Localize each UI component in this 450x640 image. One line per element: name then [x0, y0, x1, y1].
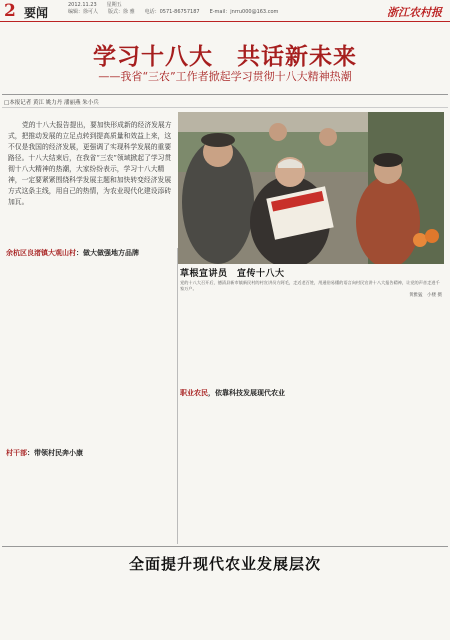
bottom-headline: 全面提升现代农业发展层次	[128, 555, 321, 573]
column-divider	[177, 248, 178, 544]
section-kicker-label: 职业农民	[180, 389, 208, 397]
masthead-meta	[68, 2, 278, 15]
section-kicker-label: 余杭区良渚镇大观山村	[6, 249, 76, 257]
photo-caption: 党的十八大召开后，德清县新市镇新民村的村宣讲员方阿毛，走近老百姓，用通俗易懂的语言向村民宣讲十八大报告精神，让党的声音走进千家万户。	[180, 280, 440, 291]
email: E-mail：jnrru000@163.com	[209, 8, 279, 15]
lead-paragraph: 党的十八大报告提出，要加快形成新的经济发展方式，把推动发展的立足点转到提高质量和效益上来，这不仅是我国的经济发展，更强调了实现科学发展的重要路径。十八大结束后，在我省“三农”领域掀起了学习贯彻十八大精神的热潮，大家纷纷表示，学习十八大精神，一定要紧紧围绕科学发展主题和加快转变经济发展方式这条主线，用自己的热情，为农业现代化建设添砖加瓦。	[8, 121, 172, 206]
section-kicker-title: 带领村民奔小康	[34, 449, 83, 457]
article-column	[6, 578, 110, 638]
issue-weekday: 星期五	[106, 2, 122, 8]
masthead	[0, 0, 450, 22]
section-kicker: 村干部：带领村民奔小康	[6, 449, 83, 457]
news-photo	[178, 112, 444, 264]
article-column	[226, 578, 330, 638]
section-kicker-title: 做大做强地方品牌	[83, 249, 139, 257]
section-title: 要闻	[24, 6, 49, 20]
editor: 编辑：徐可人	[68, 8, 99, 15]
article-column	[6, 262, 88, 442]
article-column	[180, 304, 262, 384]
article-column	[92, 462, 174, 544]
section-kicker: 余杭区良渚镇大观山村：做大做强地方品牌	[6, 249, 139, 257]
divider	[2, 546, 448, 547]
article-column	[356, 304, 444, 544]
article-column	[92, 262, 174, 442]
photo-caption-title: 草根宣讲员 宣传十八大	[180, 269, 285, 279]
layout-editor: 版式：徐 雅	[108, 8, 135, 15]
page-number: 2	[4, 1, 16, 21]
paper-name: 浙江农村报	[387, 6, 442, 19]
article-column	[6, 462, 88, 544]
divider	[2, 107, 448, 108]
section-kicker-label: 村干部	[6, 449, 27, 457]
divider	[2, 94, 448, 95]
main-headline: 学习十八大 共话新未来	[93, 44, 357, 70]
phone: 电话：0571-86757187	[144, 8, 200, 15]
article-column	[116, 578, 220, 638]
main-subhead: ——我省“三农”工作者掀起学习贯彻十八大精神热潮	[98, 70, 352, 83]
article-column	[336, 578, 444, 638]
photo-credit: 黄雅猛 小楼 摄	[409, 293, 442, 298]
article-column	[180, 402, 262, 544]
issue-date: 2012.11.23	[68, 2, 97, 8]
byline: □本报记者 黄江 姚力丹 潘丽燕 朱小兵	[4, 100, 99, 106]
section-kicker-title: 依靠科技发展现代农业	[215, 389, 285, 397]
article-column	[268, 402, 350, 544]
section-kicker: 职业农民，依靠科技发展现代农业	[180, 389, 285, 397]
article-column	[268, 304, 350, 384]
